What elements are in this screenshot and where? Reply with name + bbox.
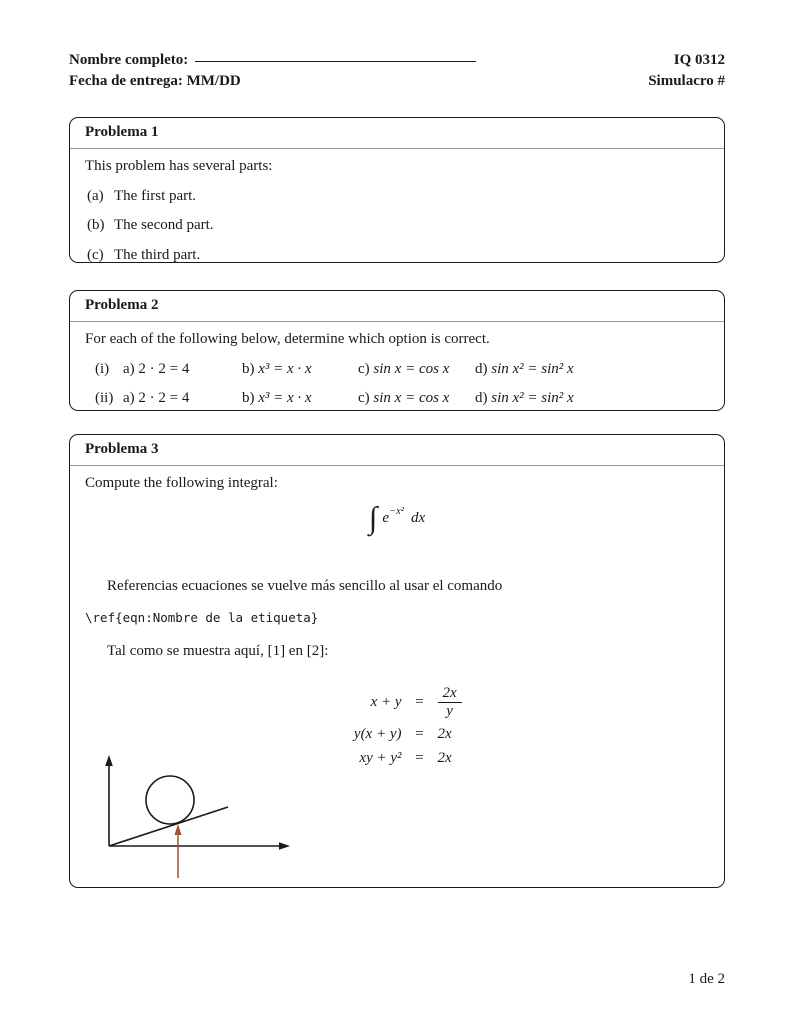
problem-1-title: Problema 1 [70,118,724,149]
page-header [69,51,725,93]
item-label: (c) [87,247,104,263]
option-c: c) sin x = cos x [358,390,450,407]
aligned-equations [302,685,493,768]
y-axis-arrowhead-icon [105,755,113,766]
options-row [95,360,709,379]
page-number: 1 de 2 [688,971,725,987]
example-paragraph: Tal como se muestra aquí, [1] en [2]: [107,642,329,659]
contact-arrowhead-icon [175,824,182,835]
exam-label: Simulacro # [648,73,725,89]
option-b: b) x³ = x · x [242,390,312,407]
integral-sign: ∫ [368,499,378,535]
option-b: b) x³ = x · x [242,360,312,377]
ball-circle [146,776,194,824]
problem-2-intro: For each of the following below, determine which option is correct. [85,330,490,347]
problem-3-box [69,434,725,888]
latex-ref-command: \ref{eqn:Nombre de la etiqueta} [85,610,319,626]
list-item [87,216,709,235]
due-date-label: Fecha de entrega: MM/DD [69,73,241,89]
course-code: IQ 0312 [673,52,725,68]
item-label: (a) [87,187,104,204]
item-text: The second part. [114,217,214,234]
option-c: c) sin x = cos x [358,360,450,377]
list-item [87,187,709,206]
incline-ball-figure [88,748,328,886]
item-label: (b) [87,217,105,234]
option-d: d) sin x² = sin² x [475,390,574,407]
option-a: a) 2 · 2 = 4 [123,390,190,407]
list-item [87,246,709,265]
name-blank-line [195,60,476,62]
header-left [69,51,476,93]
item-text: The first part. [114,187,197,204]
header-right [648,51,725,93]
equation-row: xy + y² = 2x [359,749,452,766]
references-paragraph: Referencias ecuaciones se vuelve más sencillo al usar el comando [107,577,503,594]
problem-1-body [70,149,724,284]
x-axis-arrowhead-icon [279,842,290,850]
row-label: (ii) [95,390,114,407]
equation-row: x + y = $\frac{2x}{y}$ [302,685,493,721]
problem-2-title: Problema 2 [70,291,724,322]
name-label: Nombre completo: [69,52,189,68]
option-a: a) 2 · 2 = 4 [123,360,190,377]
problem-3-body [70,466,724,781]
problem-3-title: Problema 3 [70,435,724,466]
problem-1-box [69,117,725,263]
problem-1-intro: This problem has several parts: [85,157,273,174]
equation-row: y(x + y) = 2x [353,726,452,743]
row-label: (i) [95,360,110,377]
incline-line [109,807,228,846]
integral-equation: ∫ $e^{-x^2}$ dx [368,499,426,535]
option-d: d) sin x² = sin² x [475,360,574,377]
problem-3-intro: Compute the following integral: [85,474,278,491]
options-row [95,389,709,408]
fraction: $\frac{2x}{y}$ [438,685,462,721]
problem-2-box [69,290,725,411]
problem-2-body [70,322,724,427]
item-text: The third part. [114,247,201,263]
